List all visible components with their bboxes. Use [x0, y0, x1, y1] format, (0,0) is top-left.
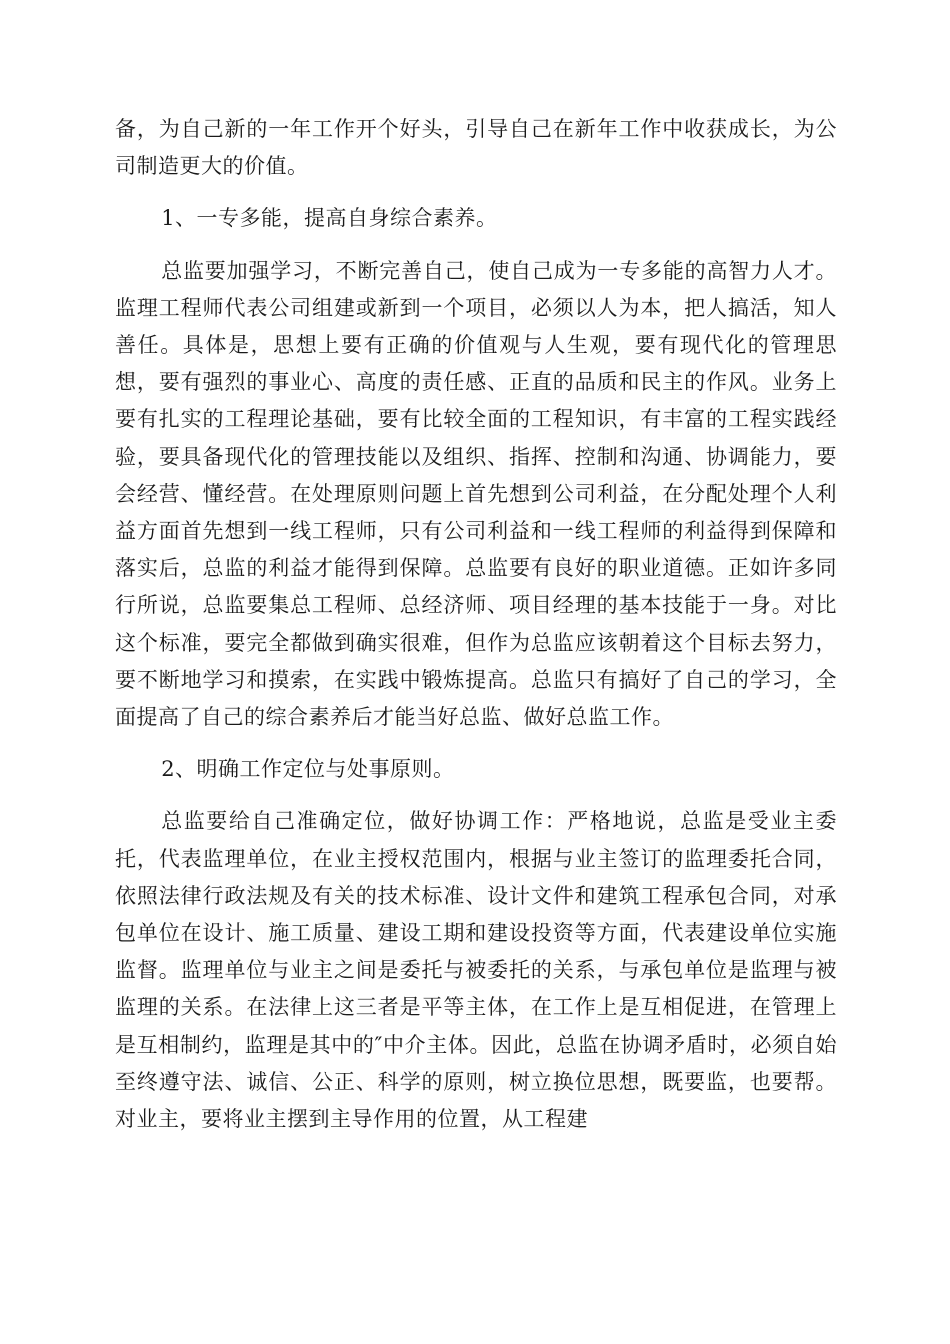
section-heading-1: 1、一专多能，提高自身综合素养。 [161, 206, 498, 231]
section-heading-2: 2、明确工作定位与处事原则。 [161, 757, 455, 782]
paragraph-continuation: 备，为自己新的一年工作开个好头，引导自己在新年工作中收获成长，为公司制造更大的价值。 [115, 117, 837, 179]
paragraph-section-2: 总监要给自己准确定位，做好协调工作：严格地说，总监是受业主委托，代表监理单位，在业主授权范围内，根据与业主签订的监理委托合同，依照法律行政法规及有关的技术标准、设计文件和建筑工程承包合同，对承包单位在设计、施工质量、建设工期和建设投资等方面，代表建设单位实施监督。监理单位与业主之间是委托与被委托的关系，与承包单位是监理与被监理的关系。在法律上这三者是平等主体，在工作上是互相促进，在管理上是互相制约，监理是其中的″中介主体。因此，总监在协调矛盾时，必须自始至终遵守法、诚信、公正、科学的原则，树立换位思想，既要监，也要帮。对业主，要将业主摆到主导作用的位置，从工程建 [115, 809, 837, 1132]
document-body [115, 111, 837, 1138]
paragraph-section-1: 总监要加强学习，不断完善自己，使自己成为一专多能的高智力人才。监理工程师代表公司组建或新到一个项目，必须以人为本，把人搞活，知人善任。具体是，思想上要有正确的价值观与人生观，要有现代化的管理思想，要有强烈的事业心、高度的责任感、正直的品质和民主的作风。业务上要有扎实的工程理论基础，要有比较全面的工程知识，有丰富的工程实践经验，要具备现代化的管理技能以及组织、指挥、控制和沟通、协调能力，要会经营、懂经营。在处理原则问题上首先想到公司利益，在分配处理个人利益方面首先想到一线工程师，只有公司利益和一线工程师的利益得到保障和落实后，总监的利益才能得到保障。总监要有良好的职业道德。正如许多同行所说，总监要集总工程师、总经济师、项目经理的基本技能于一身。对比这个标准，要完全都做到确实很难，但作为总监应该朝着这个目标去努力，要不断地学习和摸索，在实践中锻炼提高。总监只有搞好了自己的学习，全面提高了自己的综合素养后才能当好总监、做好总监工作。 [115, 258, 837, 730]
